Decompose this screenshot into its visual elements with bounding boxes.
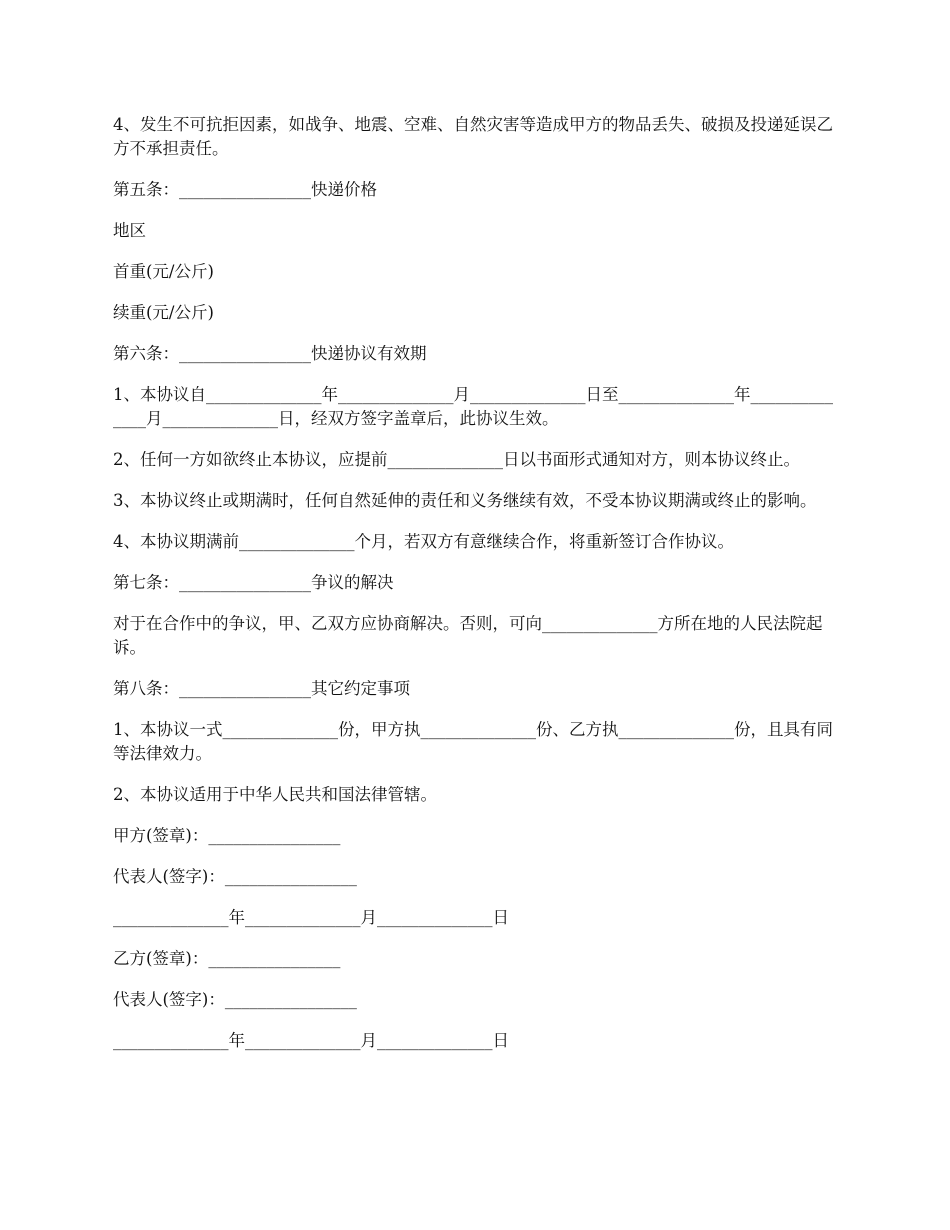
- first-weight-label: 首重(元/公斤): [113, 262, 214, 281]
- article-6-heading: 第六条：________________快递协议有效期: [113, 344, 427, 363]
- party-b-date: ______________年______________月______________日: [113, 1031, 509, 1050]
- validity-clause-3: 3、本协议终止或期满时，任何自然延伸的责任和义务继续有效，不受本协议期满或终止的影响。: [113, 491, 817, 510]
- document-body: [113, 113, 841, 1070]
- clause-4-force-majeure: 4、发生不可抗拒因素，如战争、地震、空难、自然灾害等造成甲方的物品丢失、破损及投递延误乙方不承担责任。: [113, 115, 833, 158]
- dispute-clause: 对于在合作中的争议，甲、乙双方应协商解决。否则，可向______________方所在地的人民法院起诉。: [113, 614, 823, 657]
- article-5-heading: 第五条：________________快递价格: [113, 180, 377, 199]
- validity-clause-1: 1、本协议自______________年______________月______________日至______________年______________月______________日，经双方签字盖章后，此协议生效。: [113, 385, 833, 428]
- article-8-heading: 第八条：________________其它约定事项: [113, 679, 410, 698]
- other-clause-1: 1、本协议一式______________份，甲方执______________份、乙方执______________份，且具有同等法律效力。: [113, 720, 833, 763]
- party-a-representative: 代表人(签字)：________________: [113, 867, 357, 886]
- party-a-date: ______________年______________月______________日: [113, 908, 509, 927]
- party-b-signature: 乙方(签章)：________________: [113, 949, 341, 968]
- region-label: 地区: [113, 221, 146, 240]
- other-clause-2: 2、本协议适用于中华人民共和国法律管辖。: [113, 785, 437, 804]
- validity-clause-2: 2、任何一方如欲终止本协议，应提前______________日以书面形式通知对方，则本协议终止。: [113, 450, 800, 469]
- validity-clause-4: 4、本协议期满前______________个月，若双方有意继续合作，将重新签订合作协议。: [113, 532, 734, 551]
- article-7-heading: 第七条：________________争议的解决: [113, 573, 394, 592]
- party-b-representative: 代表人(签字)：________________: [113, 990, 357, 1009]
- additional-weight-label: 续重(元/公斤): [113, 303, 214, 322]
- party-a-signature: 甲方(签章)：________________: [113, 826, 341, 845]
